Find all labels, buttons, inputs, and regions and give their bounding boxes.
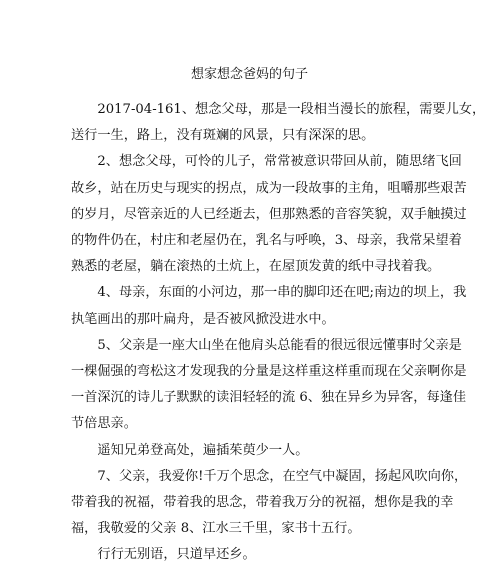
text-line: 4、母亲，东面的小河边，那一串的脚印还在吧;南边的坝上，我: [97, 285, 467, 301]
text-line: 2、想念父母，可怜的儿子，常常被意识带回从前，随思绪飞回: [97, 154, 462, 170]
paragraph-2: [71, 149, 467, 280]
text-line: 带着我的祝福，带着我的思念，带着我万分的祝福，想你是我的幸: [71, 495, 454, 511]
text-line: 的岁月，尽管亲近的人已经逝去，但那熟悉的音容笑貌，双手触摸过: [71, 206, 467, 222]
text-line: 5、父亲是一座大山坐在他肩头总能看的很远很远懂事时父亲是: [97, 337, 462, 353]
text-line: 7、父亲，我爱你!千万个思念，在空气中凝固，扬起风吹向你，: [97, 468, 468, 484]
text-line: 熟悉的老屋，躺在滚热的土炕上，在屋顶发黄的纸中寻找着我。: [71, 259, 441, 275]
text-line: 福，我敬爱的父亲 8、江水三千里，家书十五行。: [71, 521, 361, 537]
paragraph-5: [71, 438, 428, 464]
paragraph-7: [71, 542, 428, 568]
text-line: 2017-04-161、想念父母，那是一段相当漫长的旅程，需要儿女，: [97, 102, 486, 117]
text-line: 一棵倔强的弯松这才发现我的分量是这样重这样重而现在父亲啊你是: [71, 364, 467, 380]
text-line: 节倍思亲。: [71, 416, 137, 432]
paragraph-6: [71, 464, 468, 543]
paragraph-3: [71, 280, 467, 332]
paragraph-4: [71, 333, 467, 438]
paragraph-1: [71, 97, 486, 149]
text-line: 一首深沉的诗儿子默默的读泪轻轻的流 6、独在异乡为异客，每逢佳: [71, 390, 467, 406]
text-line: 故乡，站在历史与现实的拐点，成为一段故事的主角，咀嚼那些艰苦: [71, 180, 467, 196]
text-line: 行行无别语，只道早还乡。: [97, 547, 256, 563]
text-line: 遥知兄弟登高处，遍插茱萸少一人。: [97, 442, 309, 458]
text-line: 送行一生，路上，没有斑斓的风景，只有深深的思。: [71, 128, 375, 144]
document-title: 想家想念爸妈的句子: [190, 67, 308, 82]
document-page: [71, 66, 486, 569]
text-line: 的物件仍在，村庄和老屋仍在，乳名与呼唤，3、母亲，我常呆望着: [71, 233, 462, 249]
text-line: 执笔画出的那叶扁舟，是否被风掀没进水中。: [71, 311, 335, 327]
